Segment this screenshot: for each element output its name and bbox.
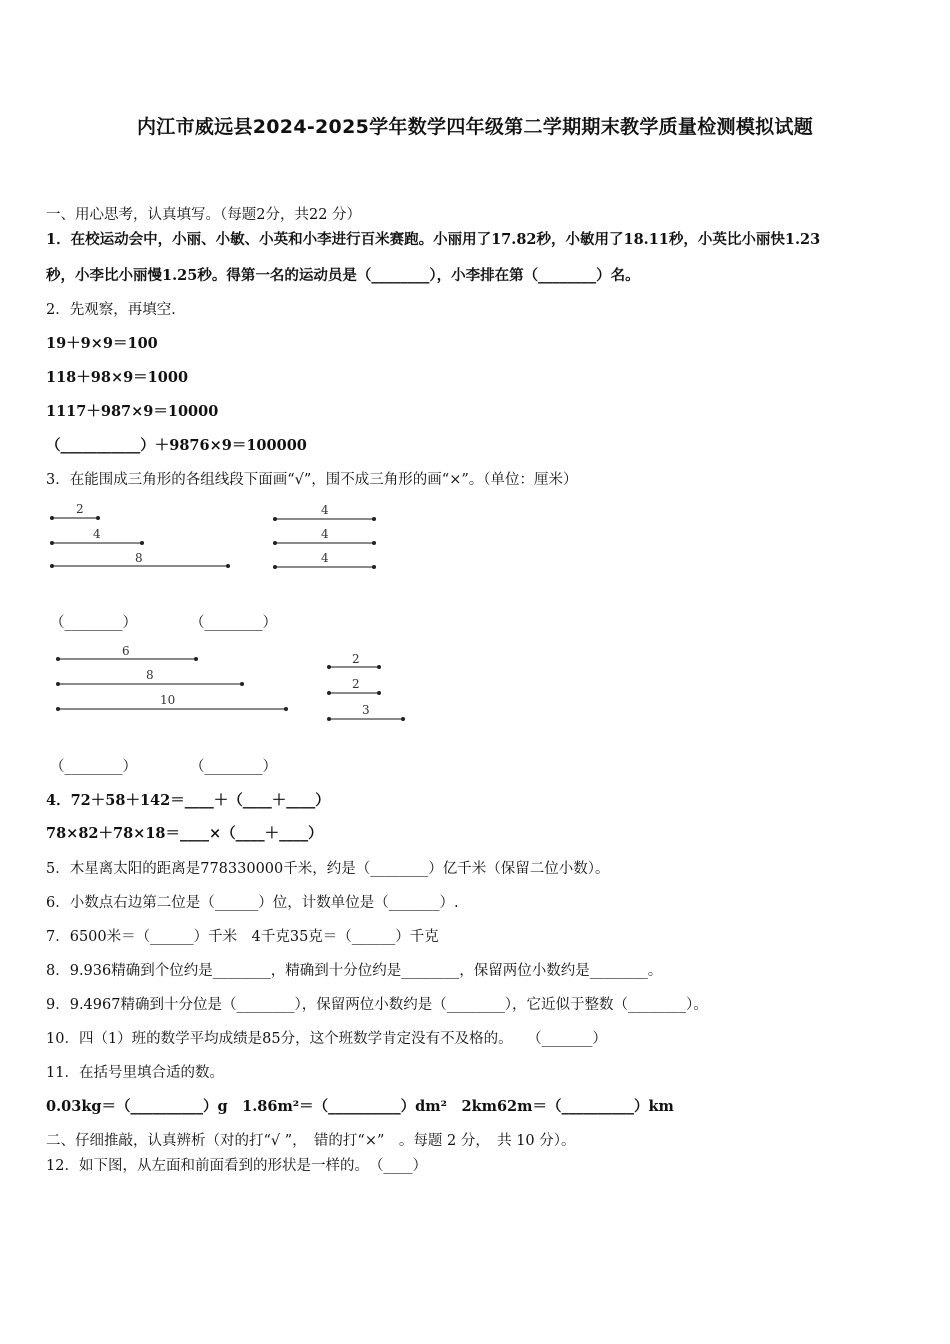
segment-label: 2 <box>76 502 84 516</box>
segment-endpoint <box>377 665 381 669</box>
segment-endpoint <box>372 565 376 569</box>
question-2: 2．先观察，再填空． <box>46 302 186 318</box>
question-11: 11．在括号里填合适的数。 <box>46 1065 224 1081</box>
segment-endpoint <box>377 691 381 695</box>
equation-4: （___________）＋9876×9＝100000 <box>46 437 307 454</box>
question-3: 3．在能围成三角形的各组线段下面画“√”，围不成三角形的画“×”。（单位：厘米） <box>46 472 578 488</box>
question-6: 6．小数点右边第二位是（______）位，计数单位是（_______）. <box>46 895 459 911</box>
segment-endpoint <box>50 541 54 545</box>
segment-endpoint <box>50 516 54 520</box>
segment-endpoint <box>401 717 405 721</box>
answer-blank-3[interactable]: （________） <box>50 759 137 775</box>
question-10: 10．四（1）班的数学平均成绩是85分，这个班数学肯定没有不及格的。 （_______） <box>46 1031 607 1047</box>
segment-endpoint <box>372 541 376 545</box>
segment-endpoint <box>194 657 198 661</box>
segment-endpoint <box>56 682 60 686</box>
answer-blank-1[interactable]: （________） <box>50 615 137 631</box>
answer-blank-4[interactable]: （________） <box>190 759 277 775</box>
question-8: 8．9.936精确到个位约是________，精确到十分位约是________，保留两位小数约是________。 <box>46 963 663 979</box>
segment-label: 8 <box>135 551 143 565</box>
question-5: 5．木星离太阳的距离是778330000千米，约是（________）亿千米（保留二位小数）。 <box>46 861 610 877</box>
segment-endpoint <box>226 564 230 568</box>
segment-endpoint <box>56 707 60 711</box>
section-2-heading: 二、仔细推敲，认真辨析（对的打“√ ”， 错的打“×” 。每题 2 分， 共 10 分）。 <box>46 1133 576 1149</box>
equation-3: 1117＋987×9＝10000 <box>46 403 219 420</box>
section-1-heading: 一、用心思考，认真填写。（每题2分，共22 分） <box>46 207 362 223</box>
segment-group-4 <box>324 648 419 726</box>
question-11-items: 0.03kg＝（__________）g 1.86m²＝（__________）dm² 2km62m＝（__________）km <box>46 1098 674 1115</box>
segment-label: 2 <box>352 677 360 691</box>
segment-endpoint <box>327 717 331 721</box>
question-4-line-1: 4．72＋58＋142＝____＋（____＋____） <box>46 792 330 809</box>
segment-endpoint <box>56 657 60 661</box>
segment-label: 6 <box>122 644 130 658</box>
segment-endpoint <box>273 517 277 521</box>
segment-endpoint <box>284 707 288 711</box>
segment-endpoint <box>327 691 331 695</box>
segment-endpoint <box>327 665 331 669</box>
question-1-line-2: 秒，小李比小丽慢1.25秒。得第一名的运动员是（________），小李排在第（________）名。 <box>46 267 640 284</box>
question-9: 9．9.4967精确到十分位是（________），保留两位小数约是（________），它近似于整数（________）。 <box>46 997 708 1013</box>
question-12: 12．如下图，从左面和前面看到的形状是一样的。 （____） <box>46 1158 427 1174</box>
segment-label: 10 <box>160 693 176 707</box>
segment-endpoint <box>240 682 244 686</box>
segment-label: 2 <box>352 652 360 666</box>
question-4-line-2: 78×82＋78×18＝____×（____＋____） <box>46 825 323 842</box>
segment-label: 4 <box>321 527 329 541</box>
segment-label: 4 <box>321 503 329 517</box>
segment-endpoint <box>372 517 376 521</box>
segment-endpoint <box>273 565 277 569</box>
equation-1: 19＋9×9＝100 <box>46 335 158 352</box>
segment-group-2 <box>270 500 390 575</box>
segment-label: 4 <box>93 527 101 541</box>
segment-group-3 <box>52 640 302 715</box>
segment-label: 4 <box>321 551 329 565</box>
segment-endpoint <box>273 541 277 545</box>
segment-label: 8 <box>146 668 154 682</box>
question-1-line-1: 1．在校运动会中，小丽、小敏、小英和小李进行百米赛跑。小丽用了17.82秒，小敏用了18.11秒，小英比小丽快1.23 <box>46 231 821 248</box>
answer-blank-2[interactable]: （________） <box>190 615 277 631</box>
page-title: 内江市威远县2024-2025学年数学四年级第二学期期末教学质量检测模拟试题 <box>136 116 814 138</box>
segment-endpoint <box>140 541 144 545</box>
segment-endpoint <box>50 564 54 568</box>
segment-group-1 <box>46 500 246 575</box>
segment-label: 3 <box>362 703 370 717</box>
segment-endpoint <box>96 516 100 520</box>
question-7: 7．6500米＝（______）千米 4千克35克＝（______）千克 <box>46 929 439 945</box>
equation-2: 118＋98×9＝1000 <box>46 369 189 386</box>
